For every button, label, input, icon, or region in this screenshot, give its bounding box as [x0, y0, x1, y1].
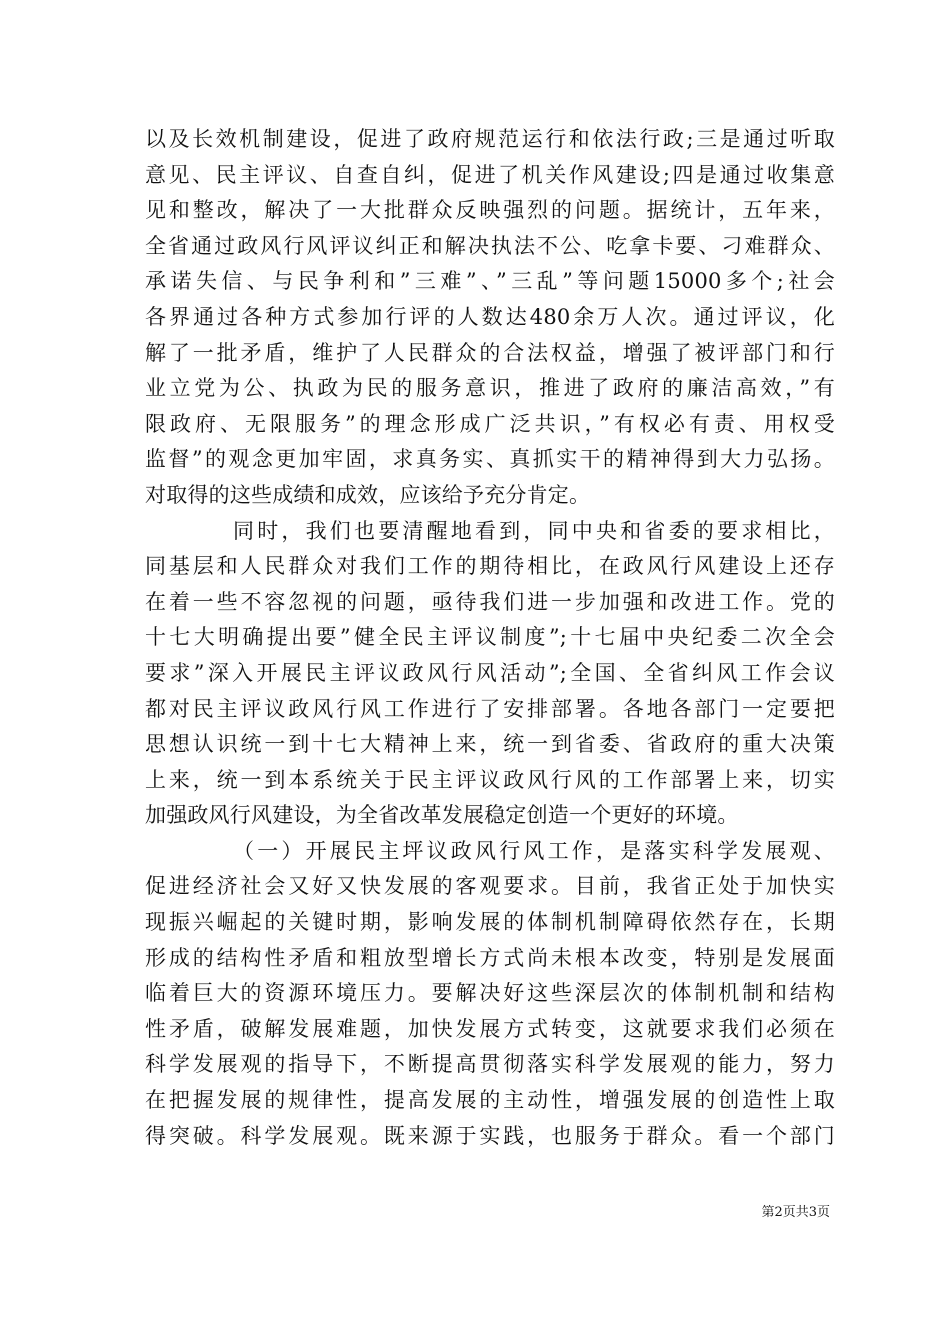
text-line: 科学发展观的指导下，不断提高贯彻落实科学发展观的能力，努力 [145, 1052, 835, 1077]
text-line: 限政府、无限服务”的理念形成广泛共识，”有权必有责、用权受 [145, 411, 835, 436]
text-line: 解了一批矛盾，维护了人民群众的合法权益，增强了被评部门和行 [145, 340, 835, 365]
text-line: 监督”的观念更加牢固，求真务实、真抓实干的精神得到大力弘扬。 [145, 447, 835, 472]
text-line: 十七大明确提出要”健全民主评议制度”;十七届中央纪委二次全会 [145, 625, 835, 650]
text-line: 思想认识统一到十七大精神上来，统一到省委、省政府的重大决策 [145, 732, 835, 757]
body-text [145, 122, 835, 1154]
text-line: 对取得的这些成绩和成效，应该给予充分肯定。 [145, 482, 591, 507]
text-line: 上来，统一到本系统关于民主评议政风行风的工作部署上来，切实 [145, 767, 835, 792]
text-line: 同基层和人民群众对我们工作的期待相比，在政风行风建设上还存 [145, 554, 835, 579]
text-line: 促进经济社会又好又快发展的客观要求。目前，我省正处于加快实 [145, 874, 835, 899]
paragraph-start-line: 同时，我们也要清醒地看到，同中央和省委的要求相比， [233, 518, 835, 543]
text-line: 都对民主评议政风行风工作进行了安排部署。各地各部门一定要把 [145, 696, 835, 721]
text-line: 要求”深入开展民主评议政风行风活动”;全国、全省纠风工作会议 [145, 660, 835, 685]
text-line: 业立党为公、执政为民的服务意识，推进了政府的廉洁高效，”有 [145, 376, 835, 401]
text-line: 全省通过政风行风评议纠正和解决执法不公、吃拿卡要、刁难群众、 [145, 233, 835, 258]
text-line: 意见、民主评议、自查自纠，促进了机关作风建设;四是通过收集意 [145, 162, 835, 187]
text-line: 在着一些不容忽视的问题，亟待我们进一步加强和改进工作。党的 [145, 589, 835, 614]
text-line: 各界通过各种方式参加行评的人数达480余万人次。通过评议，化 [145, 304, 835, 329]
text-line: 临着巨大的资源环境压力。要解决好这些深层次的体制机制和结构 [145, 981, 835, 1006]
text-line: 见和整改，解决了一大批群众反映强烈的问题。据统计，五年来， [145, 198, 835, 223]
text-line: 加强政风行风建设，为全省改革发展稳定创造一个更好的环境。 [145, 803, 739, 828]
text-line: 以及长效机制建设，促进了政府规范运行和依法行政;三是通过听取 [145, 127, 835, 151]
page-number-footer: 第2页共3页 [761, 1205, 830, 1220]
text-line: 现振兴崛起的关键时期，影响发展的体制机制障碍依然存在，长期 [145, 910, 835, 935]
text-line: 得突破。科学发展观。既来源于实践，也服务于群众。看一个部门 [145, 1123, 835, 1148]
text-line: 在把握发展的规律性，提高发展的主动性，增强发展的创造性上取 [145, 1088, 835, 1113]
text-line: 形成的结构性矛盾和粗放型增长方式尚未根本改变，特别是发展面 [145, 945, 835, 970]
text-line: 承诺失信、与民争利和”三难”、”三乱”等问题15000多个;社会 [145, 269, 835, 294]
text-line: 性矛盾，破解发展难题，加快发展方式转变，这就要求我们必须在 [145, 1016, 835, 1041]
section-heading-line: （一）开展民主坪议政风行风工作，是落实科学发展观、 [233, 838, 835, 863]
